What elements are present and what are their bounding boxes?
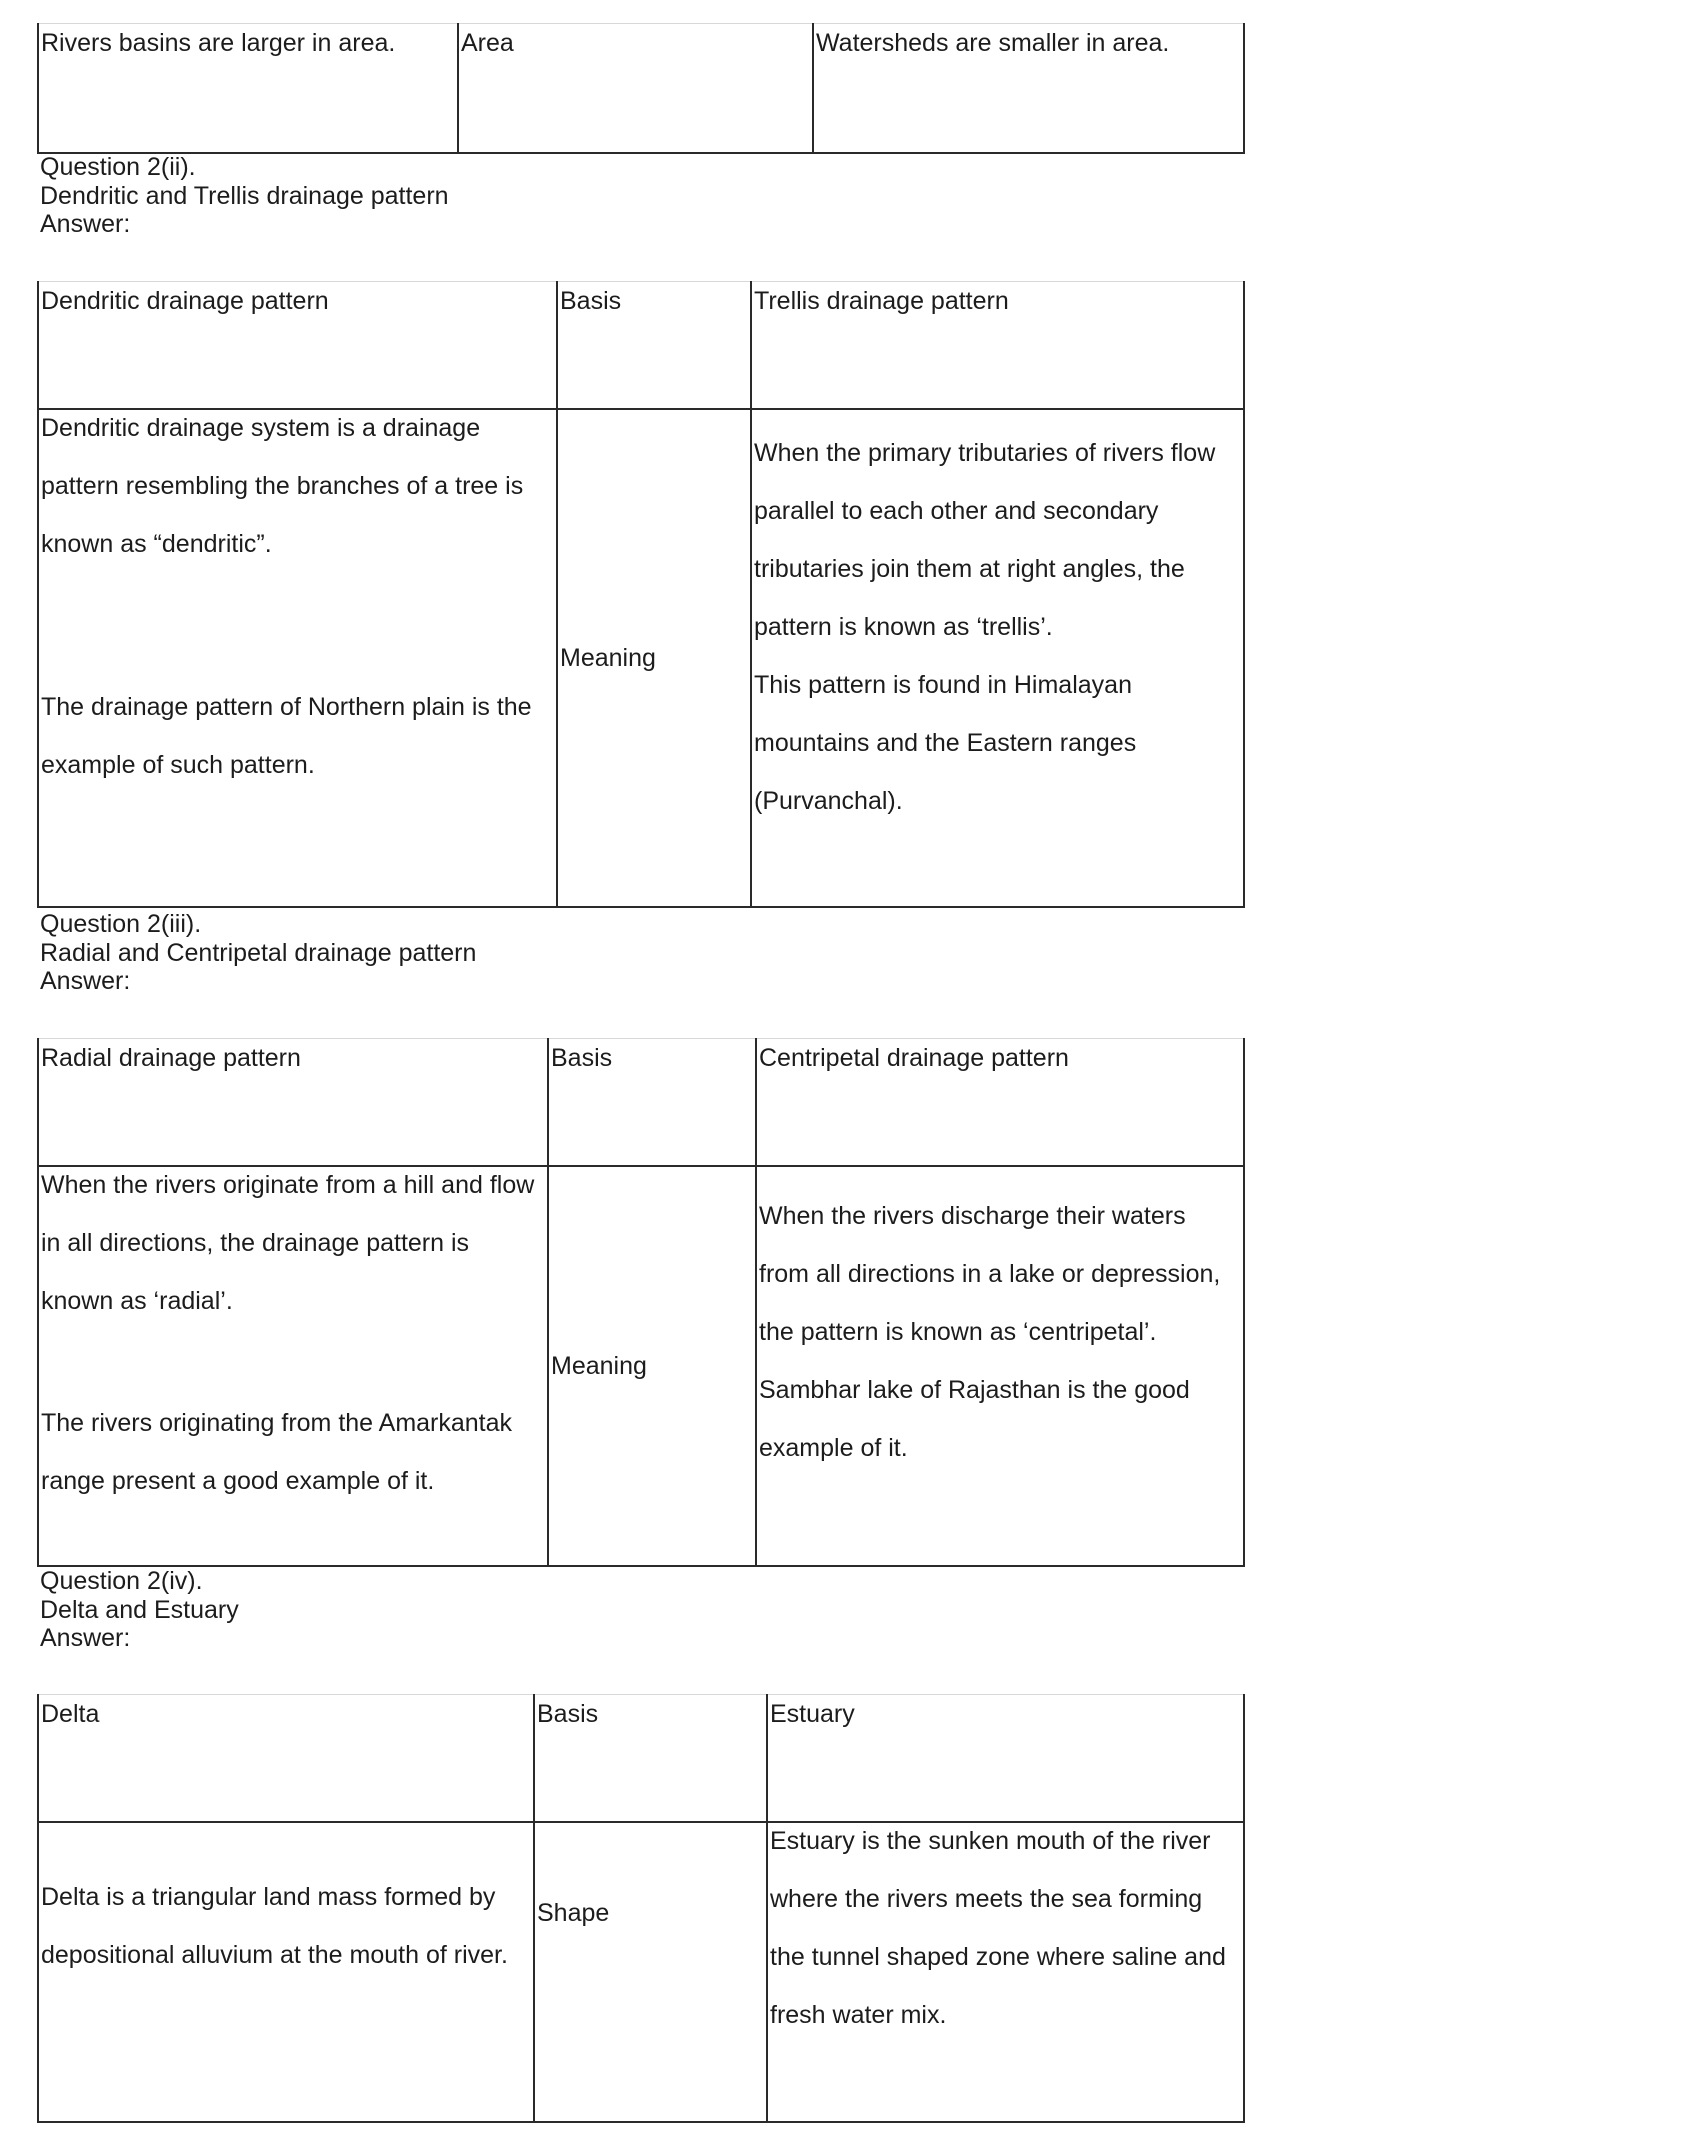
table-basin-vs-watershed bbox=[37, 23, 1245, 154]
header-basis: Basis bbox=[534, 1695, 767, 1822]
q4-heading bbox=[40, 1567, 239, 1653]
text-line: where the rivers meets the sea forming bbox=[770, 1884, 1203, 1913]
text-line: (Purvanchal). bbox=[754, 786, 903, 815]
header-right: Estuary bbox=[767, 1695, 1244, 1822]
basis-label: Shape bbox=[537, 1898, 610, 1927]
text-line: tributaries join them at right angles, the bbox=[754, 554, 1185, 583]
text-line: This pattern is found in Himalayan bbox=[754, 670, 1132, 699]
text-line: pattern resembling the branches of a tree is bbox=[41, 471, 524, 500]
question-label: Question 2(iv). bbox=[40, 1567, 203, 1595]
text-line: When the rivers discharge their waters bbox=[759, 1201, 1186, 1230]
text-line: the tunnel shaped zone where saline and bbox=[770, 1942, 1226, 1971]
header-right: Trellis drainage pattern bbox=[751, 282, 1244, 409]
text-line: When the rivers originate from a hill and flow bbox=[41, 1170, 535, 1199]
left-content bbox=[38, 409, 557, 907]
text-line: parallel to each other and secondary bbox=[754, 496, 1159, 525]
header-basis: Basis bbox=[557, 282, 751, 409]
text-line: Estuary is the sunken mouth of the river bbox=[770, 1826, 1211, 1855]
header-right: Centripetal drainage pattern bbox=[756, 1039, 1244, 1166]
cell-right: Watersheds are smaller in area. bbox=[813, 24, 1244, 153]
left-content bbox=[38, 1166, 548, 1566]
right-content bbox=[751, 409, 1244, 907]
basis-cell: Meaning bbox=[548, 1166, 756, 1566]
right-content bbox=[756, 1166, 1244, 1566]
text-line: depositional alluvium at the mouth of river. bbox=[41, 1940, 508, 1969]
header-left: Delta bbox=[38, 1695, 534, 1822]
header-basis: Basis bbox=[548, 1039, 756, 1166]
question-title: Radial and Centripetal drainage pattern bbox=[40, 938, 477, 967]
text-line: mountains and the Eastern ranges bbox=[754, 728, 1137, 757]
header-left: Radial drainage pattern bbox=[38, 1039, 548, 1166]
cell-left: Rivers basins are larger in area. bbox=[38, 24, 458, 153]
right-content bbox=[767, 1822, 1244, 2122]
header-left: Dendritic drainage pattern bbox=[38, 282, 557, 409]
text-line: example of it. bbox=[759, 1433, 908, 1462]
table-radial-centripetal bbox=[37, 1038, 1245, 1567]
text-line: range present a good example of it. bbox=[41, 1466, 435, 1495]
text-line: The rivers originating from the Amarkantak bbox=[41, 1408, 513, 1437]
basis-cell bbox=[534, 1822, 767, 2122]
text-line: fresh water mix. bbox=[770, 2000, 947, 2029]
left-content bbox=[38, 1822, 534, 2122]
text-line: the pattern is known as ‘centripetal’. bbox=[759, 1317, 1157, 1346]
text-line: from all directions in a lake or depression, bbox=[759, 1259, 1221, 1288]
basis-cell: Meaning bbox=[557, 409, 751, 907]
question-label: Question 2(iii). bbox=[40, 910, 202, 938]
cell-basis: Area bbox=[458, 24, 813, 153]
text-line: known as “dendritic”. bbox=[41, 529, 272, 558]
text-line: known as ‘radial’. bbox=[41, 1286, 233, 1315]
table-dendritic-trellis bbox=[37, 281, 1245, 908]
q2-heading bbox=[40, 153, 449, 239]
question-label: Question 2(ii). bbox=[40, 153, 196, 181]
text-line: Delta is a triangular land mass formed by bbox=[41, 1882, 496, 1911]
answer-label: Answer: bbox=[40, 210, 131, 238]
table-delta-estuary bbox=[37, 1694, 1245, 2123]
question-title: Delta and Estuary bbox=[40, 1595, 239, 1624]
text-line: Sambhar lake of Rajasthan is the good bbox=[759, 1375, 1190, 1404]
text-line: in all directions, the drainage pattern is bbox=[41, 1228, 470, 1257]
q3-heading bbox=[40, 910, 476, 996]
text-line: Dendritic drainage system is a drainage bbox=[41, 413, 481, 442]
answer-label: Answer: bbox=[40, 1624, 131, 1652]
text-line: When the primary tributaries of rivers flow bbox=[754, 438, 1216, 467]
text-line: pattern is known as ‘trellis’. bbox=[754, 612, 1053, 641]
question-title: Dendritic and Trellis drainage pattern bbox=[40, 181, 449, 210]
answer-label: Answer: bbox=[40, 967, 131, 995]
text-line: The drainage pattern of Northern plain is the bbox=[41, 692, 532, 721]
text-line: example of such pattern. bbox=[41, 750, 315, 779]
